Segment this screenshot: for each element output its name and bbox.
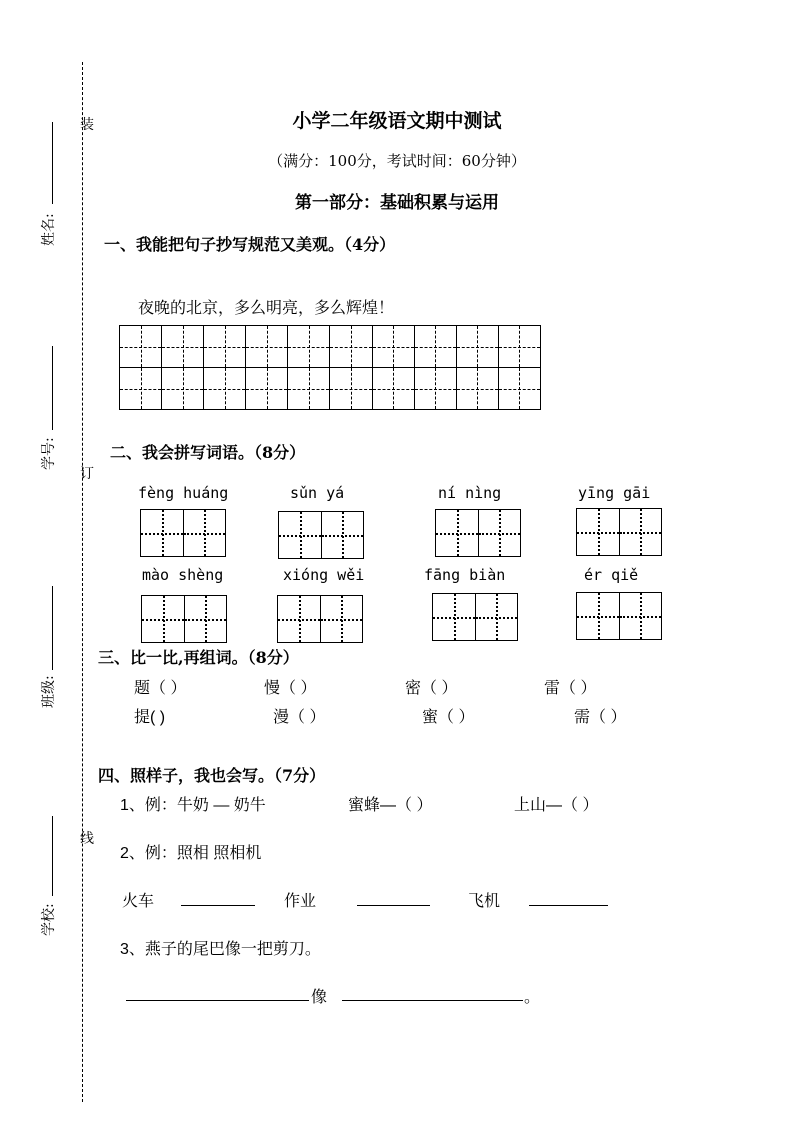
pinyin-2: sǔn yá [290,484,345,502]
q3-item-7[interactable]: 蜜（ ） [422,709,475,726]
pinyin-1: fèng huáng [138,484,229,502]
binding-char-mid: 订 [80,466,94,482]
q1-sentence: 夜晚的北京，多么明亮，多么辉煌！ [138,300,395,317]
q3-item-8[interactable]: 需（ ） [574,709,627,726]
answer-line-feiji[interactable] [529,905,608,906]
binding-char-bottom: 线 [80,831,94,847]
word-box-6[interactable] [277,595,363,643]
pinyin-8: ér qiě [584,566,639,584]
q1-heading: 一、我能把句子抄写规范又美观。（4分） [104,235,396,254]
q3-item-4[interactable]: 雷（ ） [544,680,597,697]
page-title: 小学二年级语文期中测试 [292,110,502,132]
q4-item-mifeng[interactable]: 蜜蜂—（ ） [348,797,433,814]
q3-item-6[interactable]: 漫（ ） [273,709,326,726]
q4-word-huoche: 火车 [122,893,155,910]
answer-line-zuoye[interactable] [357,905,430,906]
q4-example-1: 1、例：牛奶 — 奶牛 [120,797,266,814]
class-fill-line [52,586,53,670]
q3-item-3[interactable]: 密（ ） [405,680,458,697]
q4-word-feiji: 飞机 [468,893,501,910]
pinyin-7: fāng biàn [424,566,506,584]
word-box-3[interactable] [435,509,521,557]
school-label: 学校: [41,903,57,936]
pinyin-3: ní nìng [438,484,502,502]
binding-char-top: 装 [80,117,94,133]
q4-heading: 四、照样子，我也会写。（7分） [98,766,326,785]
id-label: 学号: [41,437,57,470]
answer-line-before-xiang[interactable] [126,1000,309,1001]
pinyin-5: mào shèng [142,566,224,584]
q4-xiang: 像 [311,989,328,1006]
word-box-1[interactable] [140,509,226,557]
q4-example-2: 2、例：照相 照相机 [120,845,262,862]
pinyin-6: xióng wěi [283,566,365,584]
name-label: 姓名: [41,213,57,246]
answer-line-huoche[interactable] [181,905,255,906]
word-box-8[interactable] [576,592,662,640]
class-label: 班级: [41,675,57,708]
q4-item-shangshan[interactable]: 上山—（ ） [514,797,599,814]
q3-heading: 三、比一比,再组词。（8分） [98,648,299,667]
word-box-4[interactable] [576,508,662,556]
copy-grid-row-1[interactable] [119,325,541,368]
q3-item-5[interactable]: 提( ) [134,709,166,726]
q4-word-zuoye: 作业 [284,893,317,910]
id-fill-line [52,346,53,430]
pinyin-4: yīng gāi [578,484,651,502]
q3-item-1[interactable]: 题（ ） [134,680,187,697]
copy-grid-row-2[interactable] [119,367,541,410]
q4-example-3: 3、燕子的尾巴像一把剪刀。 [120,941,321,958]
q3-item-2[interactable]: 慢（ ） [264,680,317,697]
page-subtitle: （满分：100分，考试时间：60分钟） [268,152,526,170]
school-fill-line [52,816,53,896]
word-box-5[interactable] [141,595,227,643]
word-box-2[interactable] [278,511,364,559]
answer-line-after-xiang[interactable] [342,1000,523,1001]
binding-line [82,62,83,1102]
q2-heading: 二、我会拼写词语。（8分） [110,443,306,462]
word-box-7[interactable] [432,593,518,641]
q4-period: 。 [524,989,541,1006]
part-title: 第一部分：基础积累与运用 [295,193,499,213]
